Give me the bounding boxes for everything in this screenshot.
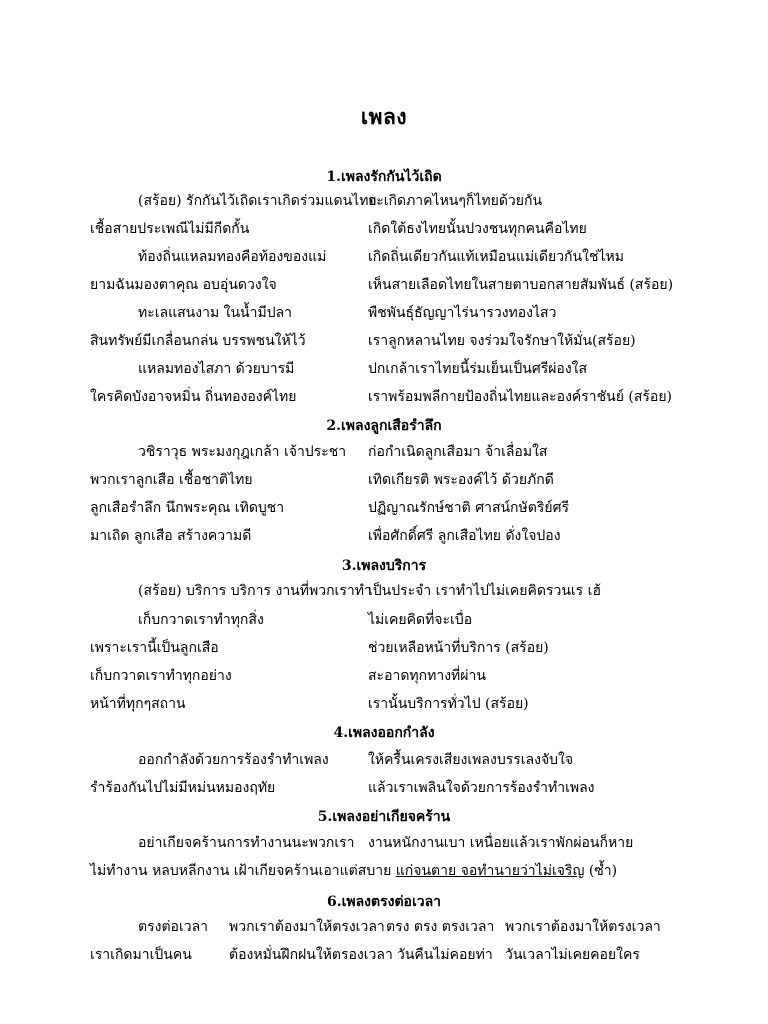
- lyric-left: ลูกเสือรำลึก นึกพระคุณ เทิดบูชา: [90, 500, 285, 516]
- lyric-cell: ต้องหมั่นฝึกฝนให้ตรองเวลา: [229, 947, 393, 963]
- lyric-left: มาเถิด ลูกเสือ สร้างความดี: [90, 528, 252, 544]
- lyric-left: วชิราวุธ พระมงกุฎเกล้า เจ้าประชา: [138, 444, 347, 460]
- lyric-right: แล้วเราเพลินใจด้วยการร้องรำทำเพลง: [368, 780, 595, 796]
- lyric-left: (สร้อย) รักกันไว้เถิดเราเกิดร่วมแดนไทย: [138, 193, 377, 209]
- lyric-left: เพราะเรานี้เป็นลูกเสือ: [90, 640, 219, 656]
- lyric-left: ออกกำลังด้วยการร้องรำทำเพลง: [138, 752, 329, 768]
- lyric-segment: ไม่ทำงาน หลบหลีกงาน เฝ้าเกียจคร้านเอาแต่สบาย: [90, 863, 396, 879]
- lyric-right: จะเกิดภาคไหนๆก็ไทยด้วยกัน: [368, 193, 543, 209]
- lyric-right: ก่อกำเนิดลูกเสือมา จ้าเลื่อมใส: [368, 444, 548, 460]
- lyric-right: เทิดเกียรติ พระองค์ไว้ ด้วยภักดี: [368, 472, 554, 488]
- lyric-cell: พวกเราต้องมาให้ตรงเวลา: [505, 919, 661, 935]
- lyric-left: รำร้องกันไปไม่มีหม่นหมองฤทัย: [90, 780, 276, 796]
- lyric-right: สะอาดทุกทางที่ผ่าน: [368, 668, 486, 684]
- lyric-segment: (ซ้ำ): [584, 863, 618, 879]
- lyric-cell: วันคืนไม่คอยท่า: [397, 947, 493, 963]
- lyric-right: เรานั้นบริการทั่วไป (สร้อย): [368, 696, 529, 712]
- lyric-cell: เราเกิดมาเป็นคน: [90, 947, 192, 963]
- lyric-left: ใครคิดบังอาจหมิ่น ถิ่นทององค์ไทย: [90, 389, 297, 405]
- lyric-right: ไม่เคยคิดที่จะเบื่อ: [368, 612, 473, 628]
- lyric-cell: วันเวลาไม่เคยคอยใคร: [505, 947, 640, 963]
- section-title-3: 3.เพลงบริการ: [341, 558, 427, 574]
- lyric-right: ปกเกล้าเราไทยนี้ร่มเย็นเป็นศรีผ่องใส: [368, 361, 588, 377]
- lyric-left: อย่าเกียจคร้านการทำงานนะพวกเรา: [138, 835, 355, 851]
- lyric-left: เก็บกวาดเราทำทุกอย่าง: [90, 668, 232, 684]
- lyric-right: เกิดถิ่นเดียวกันแท้เหมือนแม่เดียวกันใช่ไหม: [368, 249, 624, 265]
- lyric-right: ช่วยเหลือหน้าที่บริการ (สร้อย): [368, 640, 549, 656]
- lyric-left: ยามฉันมองตาคุณ อบอุ่นดวงใจ: [90, 277, 277, 293]
- section-title-2: 2.เพลงลูกเสือรำลึก: [326, 418, 442, 434]
- lyric-right: ให้ครื้นเครงเสียงเพลงบรรเลงจับใจ: [368, 752, 574, 768]
- lyric-right: เพื่อศักดิ์ศรี ลูกเสือไทย ดั่งใจปอง: [368, 528, 561, 544]
- lyric-left: พวกเราลูกเสือ เชื้อชาติไทย: [90, 472, 253, 488]
- lyric-right: งานหนักงานเบา เหนื่อยแล้วเราพักผ่อนก็หาย: [368, 835, 634, 851]
- lyric-left: (สร้อย) บริการ บริการ งานที่พวกเราทำ: [138, 583, 372, 599]
- lyric-full-line: [90, 862, 617, 880]
- section-title-5: 5.เพลงอย่าเกียจคร้าน: [317, 809, 451, 825]
- section-title-6: 6.เพลงตรงต่อเวลา: [326, 894, 442, 910]
- section-title-1: 1.เพลงรักกันไว้เถิด: [326, 169, 442, 185]
- lyric-cell: ตรง ตรง ตรงเวลา: [386, 919, 495, 935]
- lyric-right: เราพร้อมพลีกายป้องถิ่นไทยและองค์ราชันย์ (สร้อย): [368, 389, 672, 405]
- lyric-left: ทะเลแสนงาม ในน้ำมีปลา: [138, 305, 293, 321]
- lyric-left: สินทรัพย์มีเกลื่อนกล่น บรรพชนให้ไว้: [90, 333, 306, 349]
- lyric-left: หน้าที่ทุกๆสถาน: [90, 696, 186, 712]
- lyric-cell: พวกเราต้องมาให้ตรงเวลา: [229, 919, 385, 935]
- lyric-right: เราลูกหลานไทย จงร่วมใจรักษาให้มั่น(สร้อย): [368, 333, 636, 349]
- lyric-right: ปฏิญาณรักษ์ชาติ ศาสน์กษัตริย์ศรี: [368, 500, 569, 516]
- lyric-right: พืชพันธุ์ธัญญาไร่นารวงทองไสว: [368, 305, 557, 321]
- lyric-left: เก็บกวาดเราทำทุกสิ่ง: [138, 612, 264, 628]
- lyric-underlined-segment: แก่จนตาย จอทำนายว่าไม่เจริญ: [395, 863, 585, 879]
- lyric-left: แหลมทองไสภา ด้วยบารมี: [138, 361, 295, 377]
- page-title: เพลง: [360, 104, 408, 129]
- lyric-right: เห็นสายเลือดไทยในสายตาบอกสายสัมพันธ์ (สร้อย): [368, 277, 674, 293]
- section-title-4: 4.เพลงออกกำลัง: [333, 725, 435, 741]
- lyric-cell: ตรงต่อเวลา: [138, 919, 209, 935]
- lyric-left: เชื้อสายประเพณีไม่มีกีดกั้น: [90, 221, 250, 237]
- lyric-left: ท้องถิ่นแหลมทองคือท้องของแม่: [138, 249, 327, 265]
- lyric-right: เกิดใต้ธงไทยนั้นปวงชนทุกคนคือไทย: [368, 221, 587, 237]
- lyric-right: เป็นประจำ เราทำไปไม่เคยคิดรวนเร เฮ้: [368, 583, 601, 599]
